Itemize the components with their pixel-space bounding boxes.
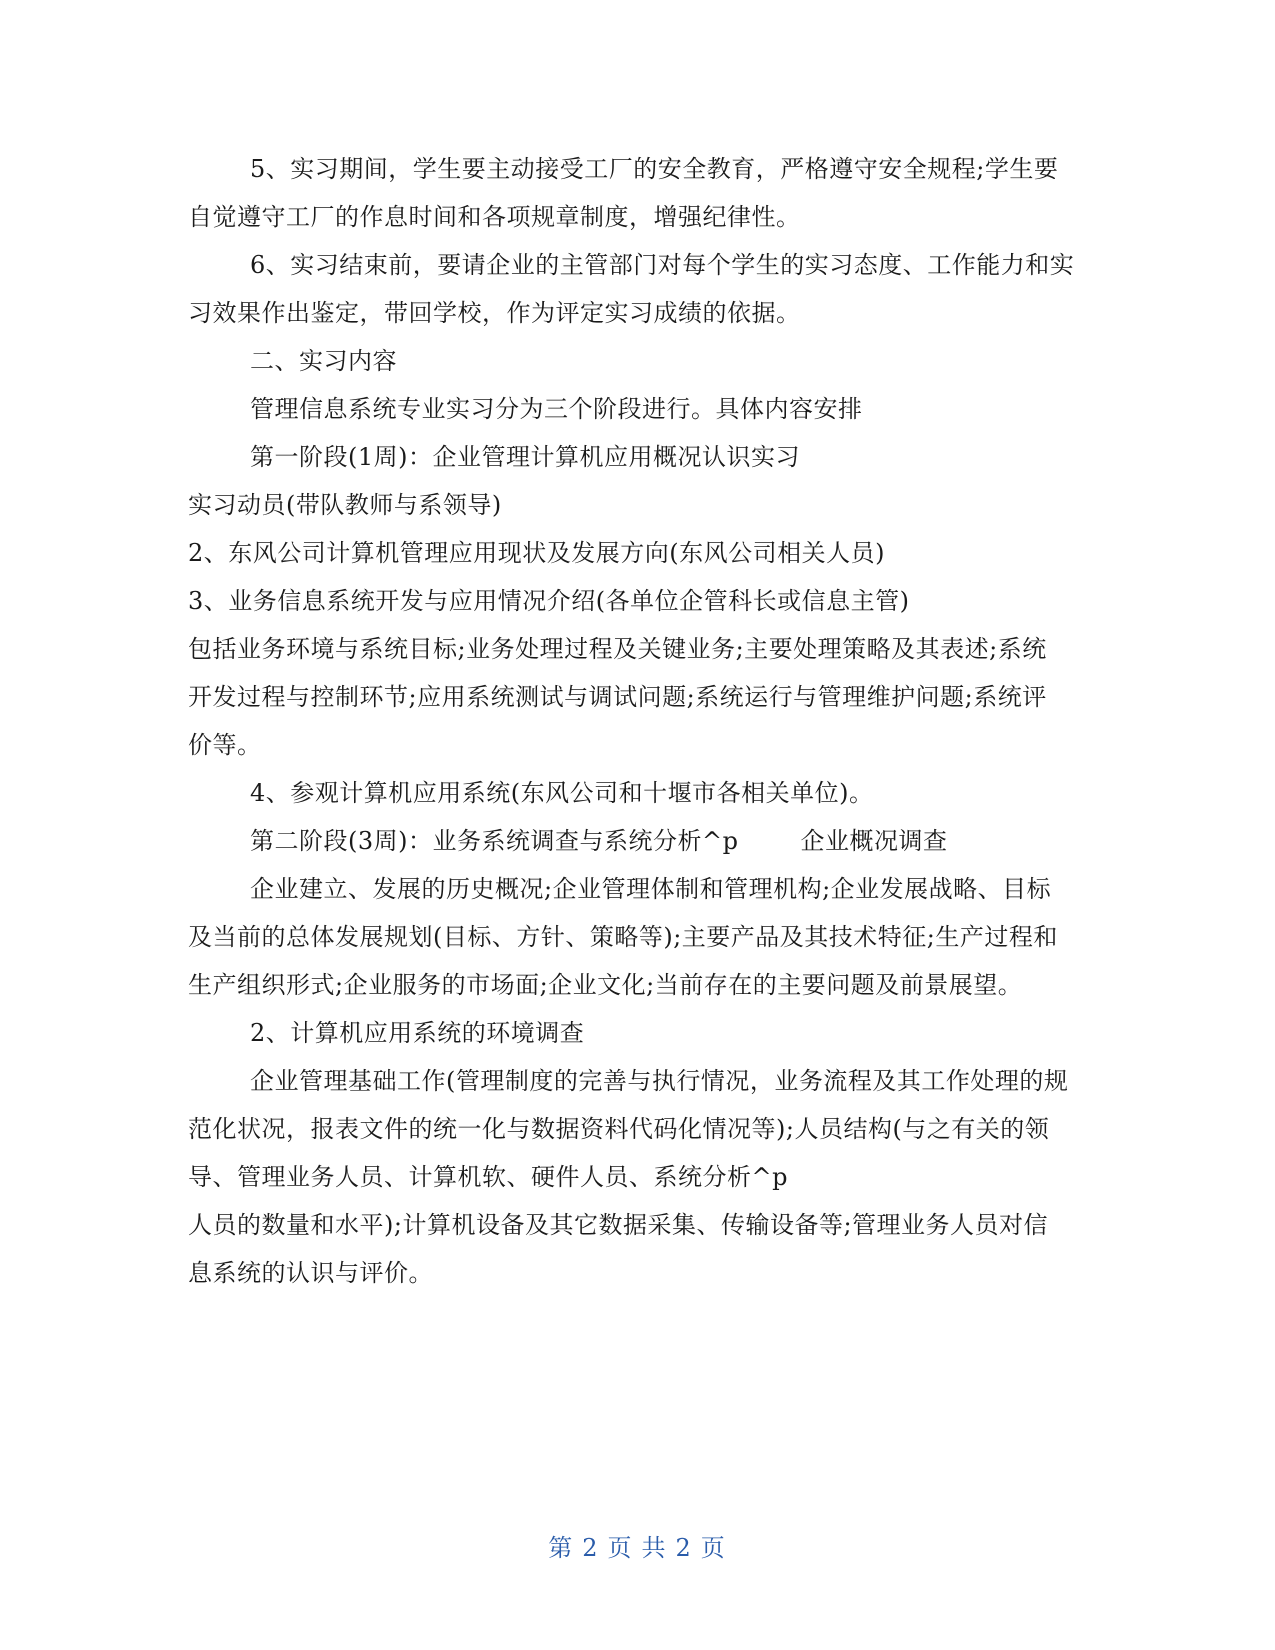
footer-suffix: 页 [700, 1534, 727, 1562]
paragraph-line: 管理信息系统专业实习分为三个阶段进行。具体内容安排 [250, 395, 863, 423]
paragraph-line: 息系统的认识与评价。 [188, 1259, 433, 1287]
footer-prefix: 第 [548, 1534, 575, 1562]
paragraph-line: 价等。 [188, 731, 262, 759]
paragraph-line: 及当前的总体发展规划(目标、方针、策略等);主要产品及其技术特征;生产过程和 [188, 923, 1058, 951]
paragraph-line: 人员的数量和水平);计算机设备及其它数据采集、传输设备等;管理业务人员对信 [188, 1211, 1049, 1239]
footer-page-word: 页 [607, 1534, 634, 1562]
page-footer [0, 1528, 1275, 1563]
paragraph-line: 习效果作出鉴定，带回学校，作为评定实习成绩的依据。 [188, 299, 801, 327]
subsection-label: 企业概况调查 [800, 827, 948, 855]
paragraph-line: 包括业务环境与系统目标;业务处理过程及关键业务;主要处理策略及其表述;系统 [188, 635, 1047, 663]
paragraph-line: 3、业务信息系统开发与应用情况介绍(各单位企管科长或信息主管) [188, 587, 910, 615]
paragraph-line: 自觉遵守工厂的作息时间和各项规章制度，增强纪律性。 [188, 203, 801, 231]
document-body [188, 145, 1088, 1297]
stage-heading: 第一阶段(1周)：企业管理计算机应用概况认识实习 [250, 443, 800, 471]
paragraph-line: 实习动员(带队教师与系领导) [188, 491, 502, 519]
paragraph-line: 2、东风公司计算机管理应用现状及发展方向(东风公司相关人员) [188, 539, 885, 567]
paragraph-line: 企业管理基础工作(管理制度的完善与执行情况，业务流程及其工作处理的规 [250, 1067, 1069, 1095]
paragraph-line: 6、实习结束前，要请企业的主管部门对每个学生的实习态度、工作能力和实 [250, 251, 1075, 279]
footer-total-word: 共 [641, 1534, 668, 1562]
paragraph-line: 企业建立、发展的历史概况;企业管理体制和管理机构;企业发展战略、目标 [250, 875, 1052, 903]
paragraph-line: 导、管理业务人员、计算机软、硬件人员、系统分析^p [188, 1163, 788, 1191]
paragraph-line: 2、计算机应用系统的环境调查 [250, 1019, 585, 1047]
paragraph-line: 范化状况，报表文件的统一化与数据资料代码化情况等);人员结构(与之有关的领 [188, 1115, 1050, 1143]
footer-page-number: 2 [582, 1534, 600, 1562]
paragraph-line: 4、参观计算机应用系统(东风公司和十堰市各相关单位)。 [250, 779, 874, 807]
stage-heading [188, 817, 1088, 865]
paragraph-line: 开发过程与控制环节;应用系统测试与调试问题;系统运行与管理维护问题;系统评 [188, 683, 1047, 711]
footer-total-pages: 2 [675, 1534, 693, 1562]
paragraph-line: 生产组织形式;企业服务的市场面;企业文化;当前存在的主要问题及前景展望。 [188, 971, 1023, 999]
section-heading: 二、实习内容 [250, 347, 397, 375]
stage-heading-text: 第二阶段(3周)：业务系统调查与系统分析^p [250, 827, 739, 855]
paragraph-line: 5、实习期间，学生要主动接受工厂的安全教育，严格遵守安全规程;学生要 [250, 155, 1059, 183]
